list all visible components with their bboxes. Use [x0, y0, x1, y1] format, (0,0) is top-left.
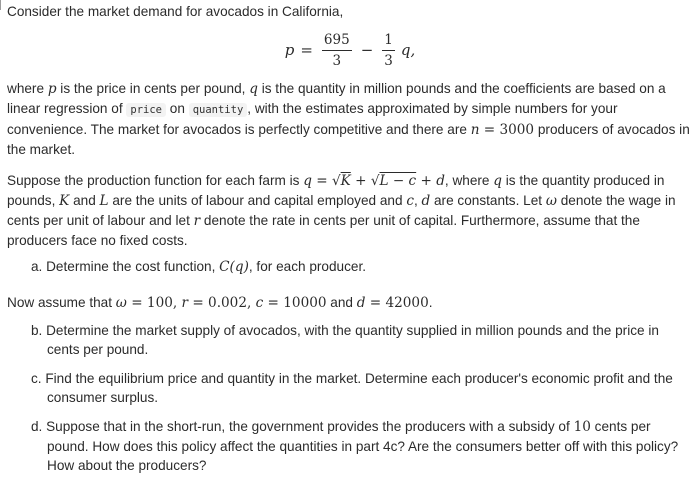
qa-text-2: , for each producer.: [248, 259, 367, 274]
now-d: d: [356, 295, 366, 311]
now-d-value: = 42000: [365, 295, 429, 311]
p1-text-5: , with the estimates approximated by simple numbers for your convenience. The market for avocados is perfectly competitive and there are: [7, 101, 618, 137]
eq-fraction-2: [382, 31, 395, 70]
formula-q: q: [303, 173, 312, 189]
p2-text-4: and: [69, 193, 100, 208]
eq-equals: =: [300, 40, 313, 59]
now-r: r: [181, 295, 189, 311]
var-d: d: [421, 193, 431, 209]
p1-text-2: is the price in cents per pound,: [56, 81, 250, 96]
eq-frac2-num: 1: [382, 31, 395, 51]
p1-text-3: is the quantity in million pounds and the coefficients are based on a linear regression of: [7, 81, 666, 116]
left-edge-marker: [0, 0, 1, 10]
p1-text-4: on: [166, 101, 189, 116]
p2-text-1: Suppose the production function for each farm is: [7, 173, 304, 188]
var-L: L: [99, 193, 109, 209]
var-Cq: C(q): [219, 259, 249, 275]
now-omega: ω: [115, 295, 127, 311]
formula-L-minus-c: L − c: [379, 173, 417, 189]
p2-text-5: are the units of labour and capital employed and: [108, 193, 407, 208]
p2-text-8: denote the wage in cents per unit of labour and let: [7, 193, 676, 228]
now-omega-value: = 100,: [126, 295, 182, 311]
p1-text-7: producers of avocados in the market.: [7, 122, 690, 157]
formula-plus-d: + d: [416, 173, 445, 189]
now-text-and: and: [326, 295, 357, 310]
now-text-end: .: [428, 295, 433, 310]
intro-text: Consider the market demand for avocados in California,: [7, 4, 344, 19]
code-price: price: [126, 103, 166, 117]
var-K: K: [59, 193, 70, 209]
p2-text-2: , where: [444, 173, 494, 188]
now-text-1: Now assume that: [7, 295, 116, 310]
formula-eq-sqrt: = √: [311, 173, 341, 189]
var-q: q: [249, 81, 258, 97]
var-p: p: [47, 81, 57, 97]
formula-K: K: [340, 173, 351, 189]
eq-frac2-den: 3: [384, 52, 393, 69]
now-r-value: = 0.002,: [188, 295, 256, 311]
question-c: c. Find the equilibrium price and quantity in the market. Determine each producer's economic profit and the consumer surplus.: [31, 371, 673, 405]
var-n: n: [470, 122, 480, 138]
question-body: [7, 0, 693, 475]
subsidy-value: 10: [573, 419, 591, 435]
formula-plus-sqrt: + √: [350, 173, 380, 189]
var-c: c: [406, 193, 414, 209]
demand-equation: [7, 21, 693, 79]
p2-text-9: denote the rate in cents per unit of capital. Furthermore, assume that the producers face no fixed costs.: [7, 213, 640, 248]
eq-minus: −: [360, 40, 374, 59]
code-quantity: quantity: [189, 103, 248, 117]
p2-text-6: ,: [413, 193, 422, 208]
n-value: = 3000: [479, 122, 535, 138]
question-b: b. Determine the market supply of avocados, with the quantity supplied in million pounds and the price in cents per pound.: [31, 323, 659, 357]
question-d: [7, 417, 693, 475]
eq-fraction-1: [322, 31, 352, 70]
eq-lhs: p: [284, 40, 295, 59]
eq-tail: q,: [400, 40, 416, 59]
now-c: c: [255, 295, 264, 311]
var-omega: ω: [545, 193, 557, 209]
qa-text-1: a. Determine the cost function,: [31, 259, 220, 274]
p2-text-7: are constants. Let: [430, 193, 546, 208]
p1-text-1: where: [7, 81, 48, 96]
question-a: [7, 257, 693, 277]
paragraph-production: [7, 171, 693, 250]
p2-text-3: is the quantity produced in pounds,: [7, 173, 665, 208]
eq-frac1-num: 695: [322, 31, 352, 51]
eq-frac1-den: 3: [332, 52, 342, 69]
var-r: r: [193, 213, 201, 229]
var-q-2: q: [493, 173, 502, 189]
now-c-value: = 10000: [263, 295, 327, 311]
paragraph-market: [7, 79, 693, 159]
qd-text-2: cents per pound. How does this policy affect the quantities in part 4c? Are the consumers better off with this policy? How about the producers?: [47, 419, 679, 473]
qd-text-1: d. Suppose that in the short-run, the government provides the producers with a subsidy of: [31, 419, 574, 434]
assumption-values: [7, 293, 693, 313]
